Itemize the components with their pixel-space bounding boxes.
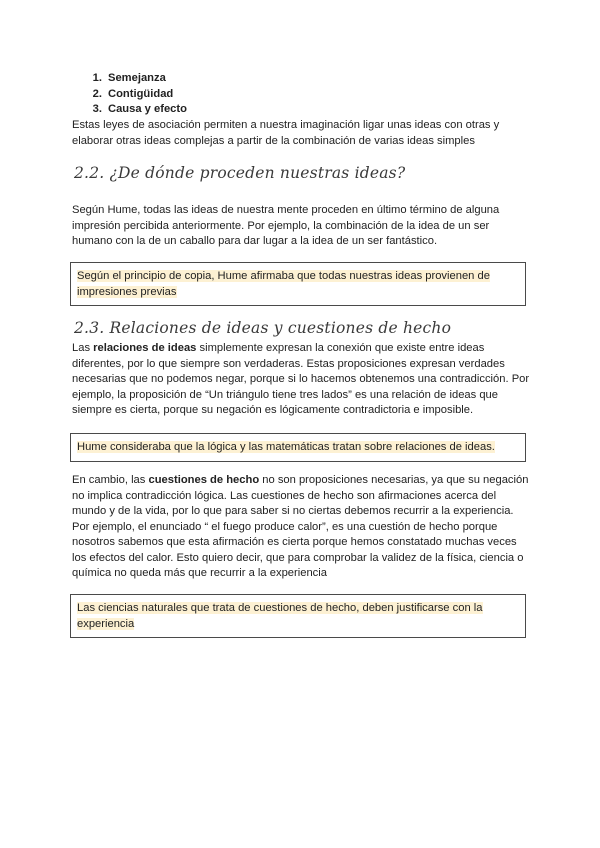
association-laws-list	[92, 71, 187, 118]
list-item: 3. Causa y efecto	[92, 103, 187, 115]
callout-logic-math	[70, 433, 526, 462]
law-label: Contigüidad	[108, 87, 174, 100]
callout-text: Las ciencias naturales que trata de cuestiones de hecho, deben justificarse con la experiencia	[77, 602, 483, 630]
term-matters-of-fact: cuestiones de hecho	[148, 474, 260, 486]
intro-paragraph: Estas leyes de asociación permiten a nuestra imaginación ligar unas ideas con otras y elaborar otras ideas complejas a partir de la combinación de varias ideas simples	[72, 119, 500, 147]
relations-of-ideas-paragraph: Las relaciones de ideas simplemente expresan la conexión que existe entre ideas diferentes, por lo que siempre son verdaderas. Estas proposiciones expresan verdades necesarias que no podemos negar, porque si lo hacemos obtenemos una contradicción. Por ejemplo, la proposición de “Un triángulo tiene tres lados” es una relación de ideas que siempre es cierta, porque su negación es lógicamente contradictoria e imposible.	[72, 342, 530, 416]
law-label: Semejanza	[108, 72, 166, 84]
law-label: Causa y efecto	[108, 103, 187, 115]
callout-natural-sciences	[70, 594, 526, 638]
section-heading-2-3: 2.3. Relaciones de ideas y cuestiones de hecho	[74, 319, 452, 337]
callout-text: Hume consideraba que la lógica y las matemáticas tratan sobre relaciones de ideas.	[77, 441, 495, 453]
list-item: 1. Semejanza	[92, 72, 166, 84]
callout-copy-principle	[70, 262, 526, 306]
term-relations-of-ideas: relaciones de ideas	[93, 342, 197, 354]
matters-of-fact-paragraph: En cambio, las cuestiones de hecho no son proposiciones necesarias, ya que su negación no implica contradicción lógica. Las cuestiones de hecho son afirmaciones acerca del mundo y de la vida, por lo que para saber si no ciertas debemos recurrir a la experiencia. Por ejemplo, el enunciado “ el fuego produce calor”, es una cuestión de hecho porque nosotros sabemos que esta afirmación es cierta porque hemos constatado muchas veces los efectos del calor. Esto quiero decir, que para comprobar la validez de la física, ciencia o química no queda más que recurrir a la experiencia	[72, 474, 529, 579]
list-item: 2. Contigüidad	[92, 87, 174, 100]
callout-text: Según el principio de copia, Hume afirmaba que todas nuestras ideas provienen de impresiones previas	[77, 270, 490, 298]
section-2-2-body: Según Hume, todas las ideas de nuestra mente proceden en último término de alguna impresión percibida anteriormente. Por ejemplo, la combinación de la idea de un ser humano con la de un caballo para dar lugar a la idea de un ser fantástico.	[72, 204, 500, 247]
section-heading-2-2: 2.2. ¿De dónde proceden nuestras ideas?	[74, 164, 406, 182]
